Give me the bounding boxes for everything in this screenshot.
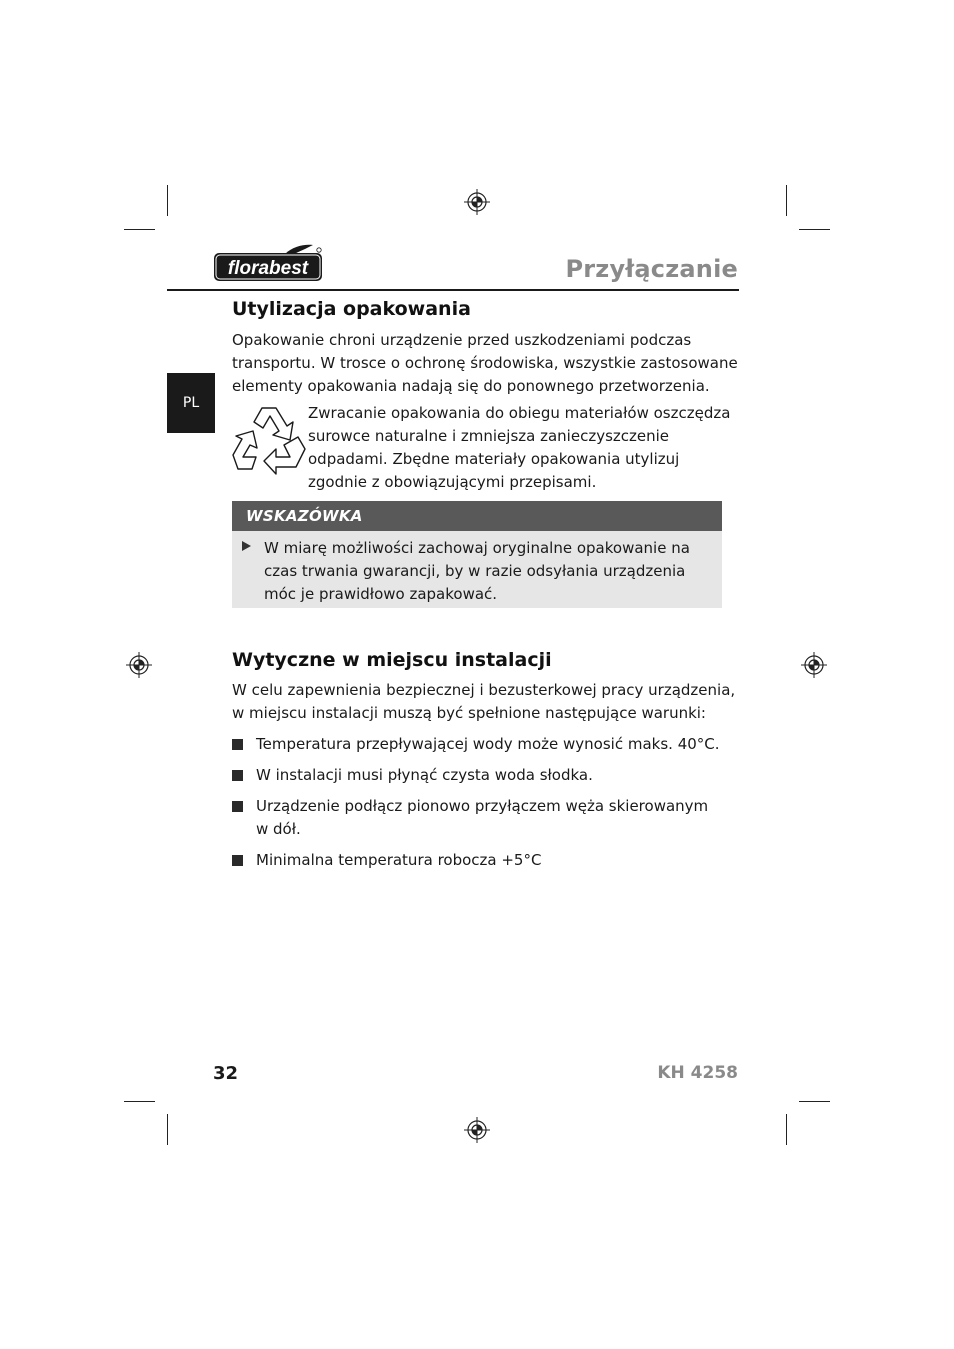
installation-intro <box>232 679 735 725</box>
bullet-square-icon <box>232 801 243 812</box>
crop-mark <box>799 1101 830 1102</box>
crop-mark <box>799 229 830 230</box>
packaging-paragraph <box>232 329 738 398</box>
list-item-line: Urządzenie podłącz pionowo przyłączem węża skierowanym <box>256 797 709 815</box>
section-title-packaging: Utylizacja opakowania <box>232 298 471 320</box>
arrow-right-icon <box>242 541 251 551</box>
bullet-square-icon <box>232 855 243 866</box>
note-line: W miarę możliwości zachowaj oryginalne opakowanie na <box>264 539 690 557</box>
paragraph-line: transportu. W trosce o ochronę środowiska, wszystkie zastosowane <box>232 354 738 372</box>
paragraph-line: elementy opakowania nadają się do ponownego przetworzenia. <box>232 377 710 395</box>
crop-mark <box>167 1114 168 1145</box>
list-item-line: W instalacji musi płynąć czysta woda słodka. <box>256 766 593 784</box>
list-item <box>256 764 593 787</box>
list-item-line: Temperatura przepływającej wody może wynosić maks. 40°C. <box>256 735 720 753</box>
language-tab: PL <box>167 373 215 433</box>
page-number: 32 <box>213 1063 239 1084</box>
recycle-paragraph <box>308 402 730 494</box>
list-item-line: Minimalna temperatura robocza +5°C <box>256 851 542 869</box>
paragraph-line: zgodnie z obowiązującymi przepisami. <box>308 473 597 491</box>
note-text <box>264 537 690 606</box>
recycle-icon <box>232 404 306 476</box>
registration-mark-icon <box>801 652 827 678</box>
crop-mark <box>786 185 787 216</box>
florabest-logo <box>213 244 323 282</box>
model-number: KH 4258 <box>657 1063 738 1083</box>
paragraph-line: odpadami. Zbędne materiały opakowania utylizuj <box>308 450 680 468</box>
crop-mark <box>124 229 155 230</box>
paragraph-line: Opakowanie chroni urządzenie przed uszkodzeniami podczas <box>232 331 692 349</box>
list-item <box>256 795 708 841</box>
crop-mark <box>124 1101 155 1102</box>
registration-mark-icon <box>464 189 490 215</box>
page-title: Przyłączanie <box>565 255 738 283</box>
paragraph-line: w miejscu instalacji muszą być spełnione następujące warunki: <box>232 704 706 722</box>
paragraph-line: Zwracanie opakowania do obiegu materiałów oszczędza <box>308 404 731 422</box>
svg-text:florabest: florabest <box>227 258 309 279</box>
note-line: móc je prawidłowo zapakować. <box>264 585 498 603</box>
crop-mark <box>167 185 168 216</box>
list-item <box>256 849 541 872</box>
crop-mark <box>786 1114 787 1145</box>
bullet-square-icon <box>232 770 243 781</box>
registration-mark-icon <box>464 1117 490 1143</box>
section-title-installation: Wytyczne w miejscu instalacji <box>232 649 552 671</box>
note-line: czas trwania gwarancji, by w razie odsyłania urządzenia <box>264 562 686 580</box>
paragraph-line: surowce naturalne i zmniejsza zanieczyszczenie <box>308 427 670 445</box>
header-rule <box>167 289 739 291</box>
registration-mark-icon <box>126 652 152 678</box>
note-heading: WSKAZÓWKA <box>232 501 722 531</box>
list-item <box>256 733 720 756</box>
paragraph-line: W celu zapewnienia bezpiecznej i bezusterkowej pracy urządzenia, <box>232 681 736 699</box>
list-item-line: w dół. <box>256 820 301 838</box>
bullet-square-icon <box>232 739 243 750</box>
